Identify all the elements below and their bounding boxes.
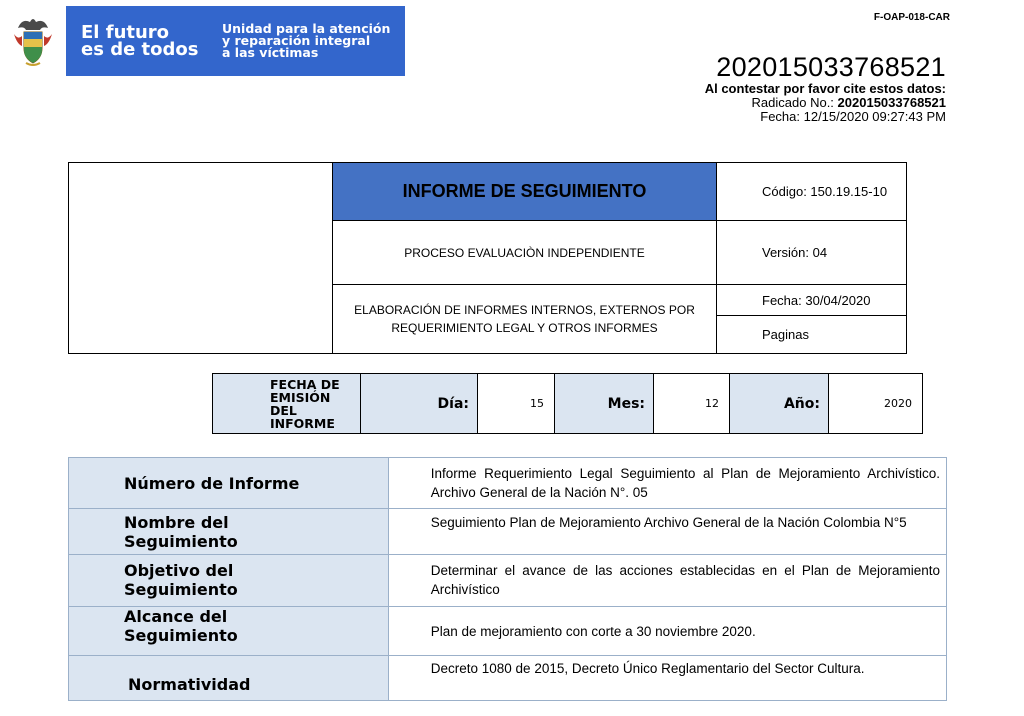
government-slogan (66, 6, 200, 76)
document-control-table (68, 162, 907, 354)
header-banner (0, 6, 405, 76)
radicado-date: Fecha: 12/15/2020 09:27:43 PM (760, 109, 946, 124)
report-info-table (68, 457, 947, 701)
table-row (69, 458, 947, 509)
document-title: INFORME DE SEGUIMIENTO (333, 163, 717, 221)
radicado-value: 202015033768521 (837, 95, 946, 110)
document-code: Código: 150.19.15-10 (717, 163, 907, 221)
process-name: PROCESO EVALUACIÒN INDEPENDIENTE (333, 221, 717, 285)
coat-of-arms-icon (0, 6, 66, 76)
radicado-block (705, 52, 946, 124)
report-number-value: Informe Requerimiento Legal Seguimiento al Plan de Mejoramiento Archivístico. Archivo General de la Nación N°. 05 (388, 458, 946, 509)
regulation-value: Decreto 1080 de 2015, Decreto Único Reglamentario del Sector Cultura. (388, 656, 946, 701)
objective-label: Objetivo del Seguimiento (69, 555, 389, 607)
day-value: 15 (478, 374, 555, 434)
emission-date-table (212, 373, 923, 434)
unit-line-3: a las víctimas (222, 45, 319, 60)
radicado-line (705, 96, 946, 110)
month-value: 12 (654, 374, 730, 434)
month-label: Mes: (555, 374, 654, 434)
report-number-label: Número de Informe (69, 458, 389, 509)
brand-line-2: es de todos (81, 39, 199, 60)
scope-label: Alcance del Seguimiento (69, 607, 389, 656)
logo-cell (69, 163, 333, 354)
unit-line-2: y reparación integral (222, 33, 371, 48)
tracking-name-label: Nombre del Seguimiento (69, 509, 389, 555)
form-code: F-OAP-018-CAR (873, 12, 950, 23)
year-label: Año: (730, 374, 829, 434)
document-version: Versión: 04 (717, 221, 907, 285)
radicado-label: Radicado No.: (751, 95, 834, 110)
year-value: 2020 (829, 374, 923, 434)
unit-name (201, 6, 405, 76)
table-row (69, 509, 947, 555)
table-row (69, 607, 947, 656)
table-row (69, 555, 947, 607)
objective-value: Determinar el avance de las acciones establecidas en el Plan de Mejoramiento Archivístico (388, 555, 946, 607)
day-label: Día: (361, 374, 478, 434)
regulation-label: Normatividad (69, 656, 389, 701)
scope-value: Plan de mejoramiento con corte a 30 noviembre 2020. (388, 607, 946, 656)
radicado-number: 202015033768521 (716, 52, 946, 82)
emission-date-label: FECHA DE EMISIÓN DEL INFORME (213, 374, 361, 434)
tracking-name-value: Seguimiento Plan de Mejoramiento Archivo General de la Nación Colombia N°5 (388, 509, 946, 555)
document-date: Fecha: 30/04/2020 (717, 285, 907, 316)
brand-line-1: El futuro (81, 22, 170, 43)
procedure-name: ELABORACIÓN DE INFORMES INTERNOS, EXTERNOS POR REQUERIMIENTO LEGAL Y OTROS INFORMES (333, 285, 717, 354)
unit-line-1: Unidad para la atención (222, 21, 391, 36)
document-pages: Paginas (717, 316, 907, 354)
radicado-instruction: Al contestar por favor cite estos datos: (704, 81, 946, 96)
table-row (69, 656, 947, 701)
